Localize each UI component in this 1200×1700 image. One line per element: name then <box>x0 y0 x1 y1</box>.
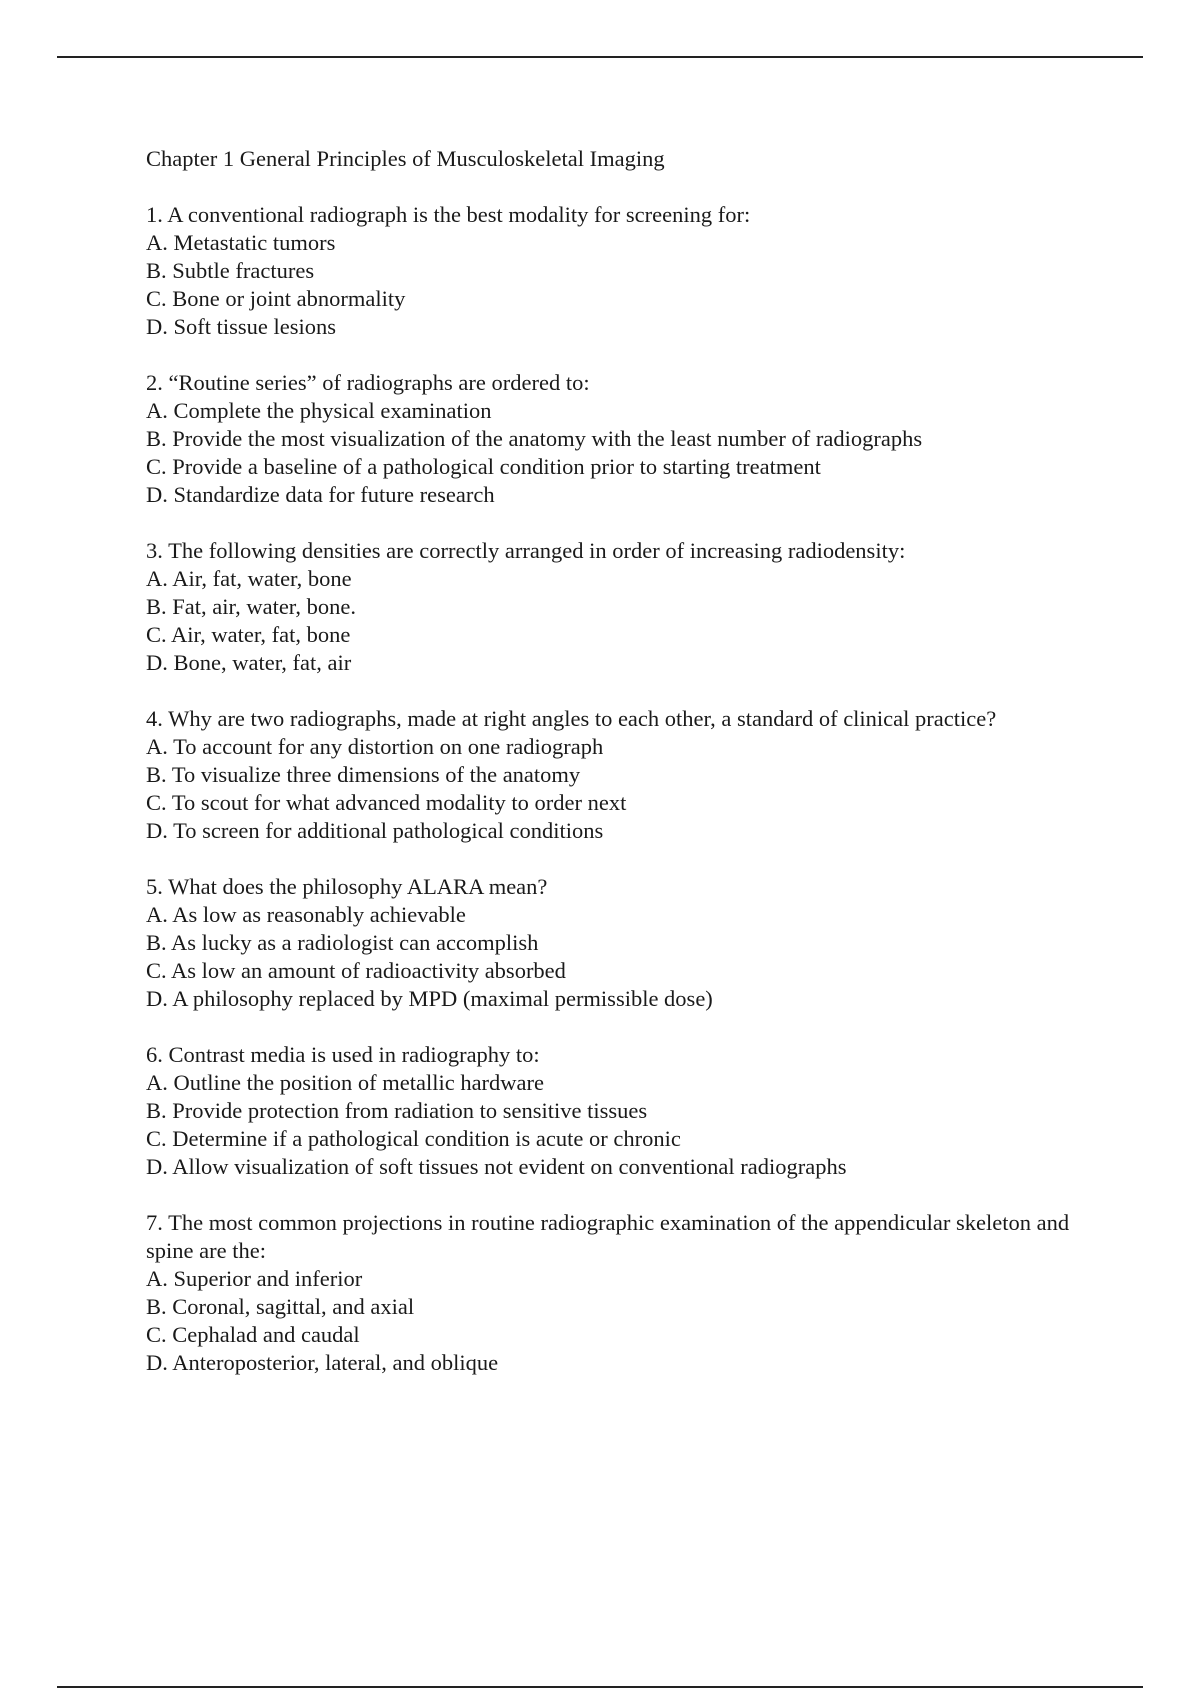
answer-option: C. Provide a baseline of a pathological condition prior to starting treatment <box>146 454 821 479</box>
answer-option: A. Superior and inferior <box>146 1266 363 1291</box>
question-stem: 7. The most common projections in routine radiographic examination of the appendicular skeleton and spine are the: <box>146 1210 1070 1263</box>
answer-option: B. Subtle fractures <box>146 258 315 283</box>
question-7 <box>146 1209 1106 1377</box>
answer-option: B. As lucky as a radiologist can accomplish <box>146 930 539 955</box>
question-1 <box>146 201 1106 341</box>
answer-option: B. Provide protection from radiation to sensitive tissues <box>146 1098 648 1123</box>
answer-option: A. To account for any distortion on one radiograph <box>146 734 604 759</box>
answer-option: B. To visualize three dimensions of the anatomy <box>146 762 581 787</box>
answer-option: D. A philosophy replaced by MPD (maximal permissible dose) <box>146 986 713 1011</box>
document-body <box>146 145 1106 1405</box>
question-stem: 5. What does the philosophy ALARA mean? <box>146 874 548 899</box>
chapter-title: Chapter 1 General Principles of Musculoskeletal Imaging <box>146 146 665 171</box>
answer-option: C. Cephalad and caudal <box>146 1322 360 1347</box>
answer-option: B. Fat, air, water, bone. <box>146 594 357 619</box>
answer-option: C. Air, water, fat, bone <box>146 622 351 647</box>
answer-option: A. Metastatic tumors <box>146 230 336 255</box>
answer-option: D. Bone, water, fat, air <box>146 650 352 675</box>
answer-option: A. Outline the position of metallic hardware <box>146 1070 545 1095</box>
question-stem: 1. A conventional radiograph is the best modality for screening for: <box>146 202 751 227</box>
answer-option: C. As low an amount of radioactivity absorbed <box>146 958 566 983</box>
answer-option: C. To scout for what advanced modality to order next <box>146 790 627 815</box>
bottom-rule <box>57 1686 1143 1688</box>
answer-option: A. Air, fat, water, bone <box>146 566 352 591</box>
answer-option: D. Anteroposterior, lateral, and oblique <box>146 1350 499 1375</box>
answer-option: D. To screen for additional pathological conditions <box>146 818 604 843</box>
answer-option: A. As low as reasonably achievable <box>146 902 466 927</box>
answer-option: A. Complete the physical examination <box>146 398 492 423</box>
question-stem: 6. Contrast media is used in radiography to: <box>146 1042 540 1067</box>
question-6 <box>146 1041 1106 1181</box>
question-stem: 4. Why are two radiographs, made at right angles to each other, a standard of clinical practice? <box>146 706 997 731</box>
answer-option: D. Allow visualization of soft tissues not evident on conventional radiographs <box>146 1154 847 1179</box>
question-4 <box>146 705 1106 845</box>
question-2 <box>146 369 1106 509</box>
top-rule <box>57 56 1143 58</box>
answer-option: B. Coronal, sagittal, and axial <box>146 1294 415 1319</box>
answer-option: C. Bone or joint abnormality <box>146 286 406 311</box>
question-3 <box>146 537 1106 677</box>
answer-option: D. Soft tissue lesions <box>146 314 337 339</box>
question-5 <box>146 873 1106 1013</box>
answer-option: B. Provide the most visualization of the anatomy with the least number of radiographs <box>146 426 923 451</box>
question-stem: 2. “Routine series” of radiographs are ordered to: <box>146 370 590 395</box>
question-stem: 3. The following densities are correctly arranged in order of increasing radiodensity: <box>146 538 906 563</box>
answer-option: C. Determine if a pathological condition is acute or chronic <box>146 1126 681 1151</box>
answer-option: D. Standardize data for future research <box>146 482 495 507</box>
